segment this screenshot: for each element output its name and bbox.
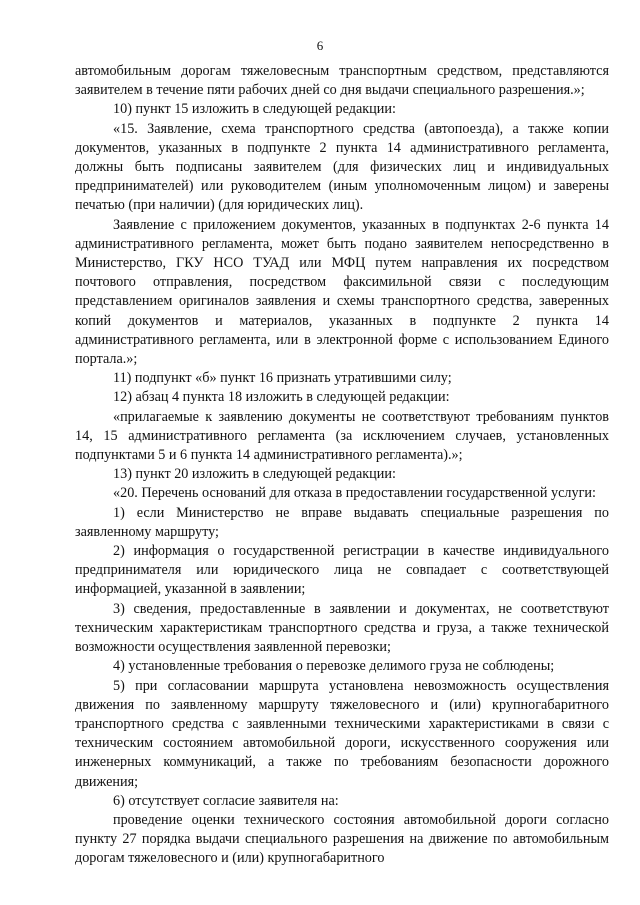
paragraph: «прилагаемые к заявлению документы не соответствуют требованиям пунктов 14, 15 административного регламента (за исключением случаев, установленных подпунктами 5 и 6 пункта 14 административного регламента).»; [75, 408, 609, 464]
paragraph: автомобильным дорогам тяжеловесным транспортным средством, представляются заявителем в течение пяти рабочих дней со дня выдачи специального разрешения.»; [75, 63, 609, 99]
paragraph: 10) пункт 15 изложить в следующей редакции: [113, 101, 396, 118]
paragraph: 1) если Министерство не вправе выдавать специальные разрешения по заявленному маршруту; [75, 504, 609, 540]
paragraph: 13) пункт 20 изложить в следующей редакции: [113, 466, 396, 483]
paragraph: 3) сведения, предоставленные в заявлении и документах, не соответствуют техническим характеристикам транспортного средства и груза, а также технической возможности осуществления заявленной перевозки; [75, 600, 609, 656]
document-body [75, 62, 609, 869]
paragraph: «20. Перечень оснований для отказа в предоставлении государственной услуги: [113, 485, 596, 502]
paragraph: 4) установленные требования о перевозке делимого груза не соблюдены; [113, 658, 555, 675]
page-number: 6 [316, 38, 324, 53]
paragraph: 11) подпункт «б» пункт 16 признать утратившими силу; [113, 370, 452, 387]
paragraph: Заявление с приложением документов, указанных в подпунктах 2-6 пункта 14 административного регламента, может быть подано заявителем непосредственно в Министерство, ГКУ НСО ТУАД или МФЦ путем направления их посредством почтового отправления, посредством факсимильной связи с последующим представлением оригиналов заявления и схемы транспортного средства, заверенных копий документов и материалов, указанных в подпункте 2 пункта 14 административного регламента, или в электронной форме с использованием Единого портала.»; [75, 216, 609, 368]
paragraph: 6) отсутствует согласие заявителя на: [113, 792, 339, 809]
paragraph: проведение оценки технического состояния автомобильной дороги согласно пункту 27 порядка выдачи специального разрешения на движение по автомобильным дорогам тяжеловесного и (или) крупногабаритного [75, 811, 609, 867]
paragraph: 2) информация о государственной регистрации в качестве индивидуального предпринимателя или юридического лица не совпадает с соответствующей информацией, указанной в заявлении; [75, 543, 609, 598]
paragraph: «15. Заявление, схема транспортного средства (автопоезда), а также копии документов, указанных в подпункте 2 пункта 14 административного регламента, должны быть подписаны заявителем (для физических лиц и индивидуальных предпринимателей) или руководителем (иным уполномоченным лицом) и заверены печатью (при наличии) (для юридических лиц). [75, 120, 609, 214]
paragraph: 5) при согласовании маршрута установлена невозможность осуществления движения по заявленному маршруту тяжеловесного и (или) крупногабаритного транспортного средства с заявленными техническими характеристиками в связи с техническим состоянием автомобильной дороги, искусственного сооружения или инженерных коммуникаций, а также по требованиям безопасности дорожного движения; [75, 677, 609, 790]
paragraph: 12) абзац 4 пункта 18 изложить в следующей редакции: [113, 389, 450, 406]
